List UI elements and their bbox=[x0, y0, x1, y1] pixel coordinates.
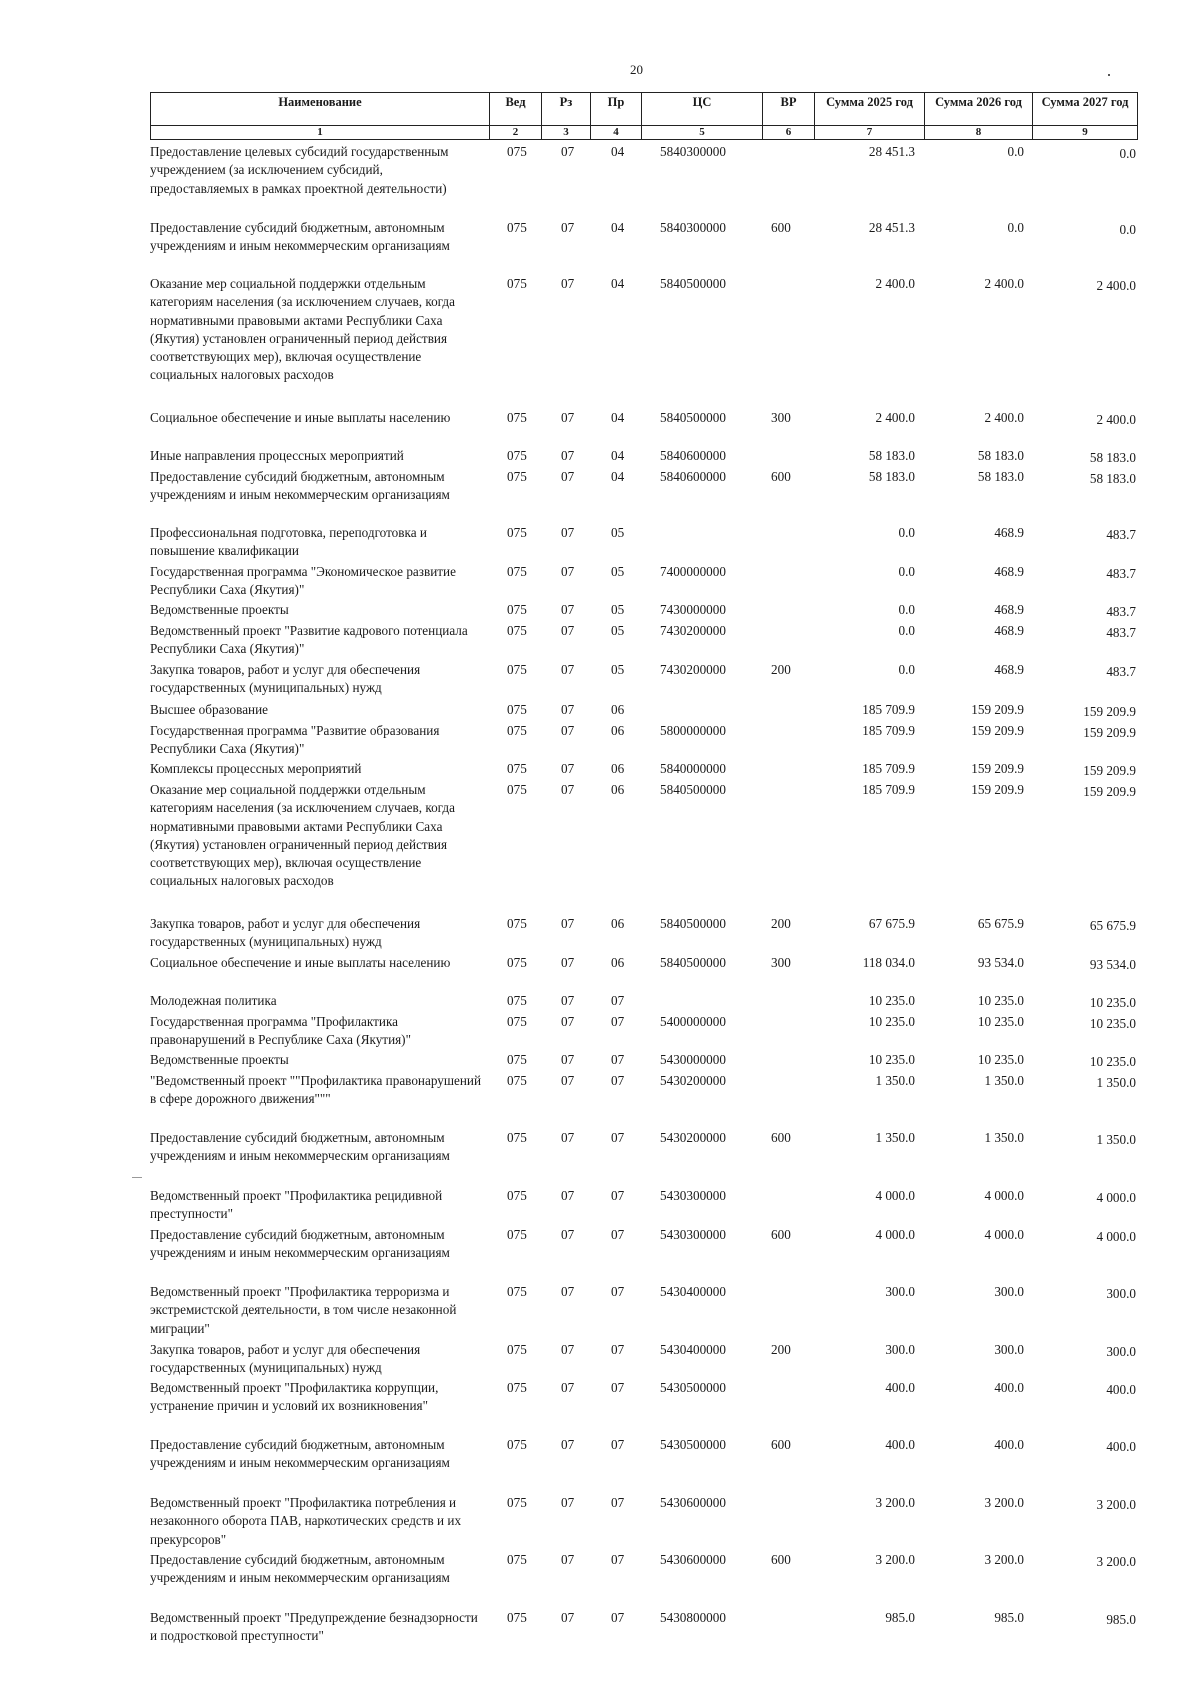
row-rz: 07 bbox=[561, 1610, 575, 1625]
row-rz: 07 bbox=[561, 144, 575, 159]
row-rz: 07 bbox=[561, 1052, 575, 1067]
row-sum-2025: 58 183.0 bbox=[868, 469, 915, 484]
row-sum-2027: 3 200.0 bbox=[1096, 1554, 1136, 1569]
row-pr: 07 bbox=[611, 1342, 625, 1357]
row-vr: 600 bbox=[771, 1437, 791, 1452]
row-pr: 04 bbox=[611, 220, 625, 235]
row-sum-2027: 1 350.0 bbox=[1096, 1132, 1136, 1147]
row-sum-2025: 185 709.9 bbox=[862, 702, 915, 717]
row-pr: 06 bbox=[611, 761, 625, 776]
row-name: Предоставление субсидий бюджетным, автономным учреждениям и иным некоммерческим организациям bbox=[150, 469, 450, 503]
row-ved: 075 bbox=[507, 916, 527, 931]
row-name: Профессиональная подготовка, переподготовка и повышение квалификации bbox=[150, 525, 427, 559]
row-name: Предоставление целевых субсидий государственным учреждением (за исключением субсидий, предоставляемых в рамках проектной деятельности) bbox=[150, 144, 449, 196]
row-rz: 07 bbox=[561, 702, 575, 717]
row-sum-2027: 159 209.9 bbox=[1083, 725, 1136, 740]
row-rz: 07 bbox=[561, 410, 575, 425]
row-sum-2027: 483.7 bbox=[1106, 664, 1136, 679]
row-sum-2026: 3 200.0 bbox=[984, 1552, 1024, 1567]
row-name: Социальное обеспечение и иные выплаты населению bbox=[150, 955, 451, 970]
row-ved: 075 bbox=[507, 1130, 527, 1145]
row-ved: 075 bbox=[507, 761, 527, 776]
row-rz: 07 bbox=[561, 1495, 575, 1510]
row-sum-2025: 185 709.9 bbox=[862, 782, 915, 797]
row-cs: 5430400000 bbox=[660, 1284, 726, 1299]
column-header-name: Наименование bbox=[150, 93, 489, 125]
row-sum-2027: 10 235.0 bbox=[1089, 1054, 1136, 1069]
row-cs: 5840500000 bbox=[660, 782, 726, 797]
row-sum-2025: 0.0 bbox=[898, 623, 915, 638]
row-name: Комплексы процессных мероприятий bbox=[150, 761, 362, 776]
row-sum-2025: 1 350.0 bbox=[875, 1130, 915, 1145]
row-sum-2025: 0.0 bbox=[898, 525, 915, 540]
row-rz: 07 bbox=[561, 1014, 575, 1029]
row-sum-2025: 2 400.0 bbox=[875, 410, 915, 425]
row-name: Закупка товаров, работ и услуг для обеспечения государственных (муниципальных) нужд bbox=[150, 1342, 421, 1376]
row-rz: 07 bbox=[561, 220, 575, 235]
row-sum-2025: 2 400.0 bbox=[875, 276, 915, 291]
column-header-cs: ЦС bbox=[641, 93, 762, 125]
row-cs: 5430500000 bbox=[660, 1380, 726, 1395]
row-sum-2026: 58 183.0 bbox=[977, 469, 1024, 484]
row-cs: 5430800000 bbox=[660, 1610, 726, 1625]
row-pr: 07 bbox=[611, 1130, 625, 1145]
row-sum-2025: 28 451.3 bbox=[868, 144, 915, 159]
row-rz: 07 bbox=[561, 761, 575, 776]
row-sum-2026: 468.9 bbox=[994, 525, 1024, 540]
row-name: Ведомственный проект "Профилактика коррупции, устранение причин и условий их возникновения" bbox=[150, 1380, 439, 1414]
row-name: Ведомственные проекты bbox=[150, 1052, 289, 1067]
row-ved: 075 bbox=[507, 782, 527, 797]
page-number: 20 bbox=[630, 62, 643, 77]
row-sum-2027: 400.0 bbox=[1106, 1439, 1136, 1454]
row-pr: 06 bbox=[611, 723, 625, 738]
row-rz: 07 bbox=[561, 662, 575, 677]
row-ved: 075 bbox=[507, 1014, 527, 1029]
row-name: Оказание мер социальной поддержки отдельным категориям населения (за исключением случаев, когда нормативными правовыми актами Республики Саха (Якутия) установлен ограниченный период действия соответствующих мер), включая осуществление социальных налоговых расходов bbox=[150, 276, 455, 383]
row-ved: 075 bbox=[507, 1380, 527, 1395]
row-sum-2025: 400.0 bbox=[885, 1380, 915, 1395]
row-vr: 200 bbox=[771, 662, 791, 677]
row-sum-2027: 159 209.9 bbox=[1083, 763, 1136, 778]
row-ved: 075 bbox=[507, 623, 527, 638]
column-number: 8 bbox=[924, 126, 1032, 139]
column-number: 2 bbox=[489, 126, 541, 139]
row-sum-2025: 58 183.0 bbox=[868, 448, 915, 463]
row-sum-2027: 65 675.9 bbox=[1089, 918, 1136, 933]
row-cs: 5430200000 bbox=[660, 1073, 726, 1088]
row-sum-2025: 985.0 bbox=[885, 1610, 915, 1625]
row-sum-2027: 2 400.0 bbox=[1096, 412, 1136, 427]
row-sum-2026: 4 000.0 bbox=[984, 1188, 1024, 1203]
row-sum-2027: 300.0 bbox=[1106, 1286, 1136, 1301]
row-rz: 07 bbox=[561, 525, 575, 540]
row-sum-2025: 185 709.9 bbox=[862, 723, 915, 738]
row-ved: 075 bbox=[507, 469, 527, 484]
row-sum-2025: 10 235.0 bbox=[868, 1052, 915, 1067]
row-ved: 075 bbox=[507, 955, 527, 970]
row-name: Предоставление субсидий бюджетным, автономным учреждениям и иным некоммерческим организациям bbox=[150, 1437, 450, 1471]
row-rz: 07 bbox=[561, 1073, 575, 1088]
row-rz: 07 bbox=[561, 1284, 575, 1299]
row-ved: 075 bbox=[507, 410, 527, 425]
row-ved: 075 bbox=[507, 564, 527, 579]
row-sum-2027: 300.0 bbox=[1106, 1344, 1136, 1359]
row-ved: 075 bbox=[507, 993, 527, 1008]
row-pr: 05 bbox=[611, 602, 625, 617]
column-header-ved: Вед bbox=[489, 93, 541, 125]
row-sum-2027: 159 209.9 bbox=[1083, 784, 1136, 799]
row-sum-2025: 0.0 bbox=[898, 662, 915, 677]
row-cs: 5430300000 bbox=[660, 1188, 726, 1203]
row-sum-2026: 159 209.9 bbox=[971, 782, 1024, 797]
row-pr: 06 bbox=[611, 955, 625, 970]
row-sum-2027: 483.7 bbox=[1106, 566, 1136, 581]
row-ved: 075 bbox=[507, 448, 527, 463]
row-name: Ведомственные проекты bbox=[150, 602, 289, 617]
row-vr: 600 bbox=[771, 1130, 791, 1145]
row-sum-2025: 300.0 bbox=[885, 1284, 915, 1299]
row-cs: 5840500000 bbox=[660, 916, 726, 931]
row-vr: 600 bbox=[771, 1552, 791, 1567]
row-cs: 7430200000 bbox=[660, 623, 726, 638]
row-pr: 07 bbox=[611, 1227, 625, 1242]
row-pr: 07 bbox=[611, 1437, 625, 1452]
row-name: Государственная программа "Развитие образования Республики Саха (Якутия)" bbox=[150, 723, 440, 757]
row-rz: 07 bbox=[561, 1552, 575, 1567]
row-cs: 7400000000 bbox=[660, 564, 726, 579]
column-number: 5 bbox=[641, 126, 762, 139]
row-ved: 075 bbox=[507, 1227, 527, 1242]
row-sum-2025: 1 350.0 bbox=[875, 1073, 915, 1088]
row-sum-2027: 4 000.0 bbox=[1096, 1229, 1136, 1244]
row-vr: 300 bbox=[771, 410, 791, 425]
row-sum-2027: 58 183.0 bbox=[1089, 471, 1136, 486]
row-cs: 5840500000 bbox=[660, 410, 726, 425]
row-name: Государственная программа "Профилактика правонарушений в Республике Саха (Якутия)" bbox=[150, 1014, 411, 1048]
row-vr: 300 bbox=[771, 955, 791, 970]
row-sum-2026: 0.0 bbox=[1007, 144, 1024, 159]
row-name: Ведомственный проект "Профилактика потребления и незаконного оборота ПАВ, наркотических средств и их прекурсоров" bbox=[150, 1495, 462, 1547]
row-cs: 7430200000 bbox=[660, 662, 726, 677]
row-rz: 07 bbox=[561, 1188, 575, 1203]
row-ved: 075 bbox=[507, 1495, 527, 1510]
row-pr: 07 bbox=[611, 1552, 625, 1567]
row-sum-2026: 400.0 bbox=[994, 1380, 1024, 1395]
row-sum-2026: 1 350.0 bbox=[984, 1130, 1024, 1145]
row-vr: 600 bbox=[771, 1227, 791, 1242]
row-sum-2027: 483.7 bbox=[1106, 625, 1136, 640]
row-ved: 075 bbox=[507, 1073, 527, 1088]
row-sum-2026: 300.0 bbox=[994, 1284, 1024, 1299]
row-pr: 04 bbox=[611, 276, 625, 291]
row-pr: 06 bbox=[611, 782, 625, 797]
row-name: Ведомственный проект "Профилактика рецидивной преступности" bbox=[150, 1188, 443, 1222]
row-pr: 05 bbox=[611, 623, 625, 638]
row-sum-2027: 58 183.0 bbox=[1089, 450, 1136, 465]
row-rz: 07 bbox=[561, 448, 575, 463]
row-pr: 05 bbox=[611, 525, 625, 540]
row-ved: 075 bbox=[507, 602, 527, 617]
row-pr: 07 bbox=[611, 1610, 625, 1625]
row-sum-2026: 468.9 bbox=[994, 564, 1024, 579]
row-cs: 5800000000 bbox=[660, 723, 726, 738]
row-sum-2025: 4 000.0 bbox=[875, 1188, 915, 1203]
row-sum-2026: 10 235.0 bbox=[977, 1014, 1024, 1029]
row-name: Ведомственный проект "Профилактика терроризма и экстремистской деятельности, в том числе незаконной миграции" bbox=[150, 1284, 457, 1336]
row-ved: 075 bbox=[507, 1284, 527, 1299]
row-rz: 07 bbox=[561, 723, 575, 738]
row-ved: 075 bbox=[507, 662, 527, 677]
row-pr: 05 bbox=[611, 564, 625, 579]
row-ved: 075 bbox=[507, 1552, 527, 1567]
column-number: 7 bbox=[814, 126, 924, 139]
row-ved: 075 bbox=[507, 1437, 527, 1452]
row-vr: 200 bbox=[771, 916, 791, 931]
row-rz: 07 bbox=[561, 1227, 575, 1242]
row-cs: 5840500000 bbox=[660, 276, 726, 291]
row-cs: 7430000000 bbox=[660, 602, 726, 617]
row-pr: 07 bbox=[611, 1188, 625, 1203]
row-sum-2026: 159 209.9 bbox=[971, 723, 1024, 738]
row-name: Иные направления процессных мероприятий bbox=[150, 448, 404, 463]
row-sum-2026: 468.9 bbox=[994, 602, 1024, 617]
row-rz: 07 bbox=[561, 955, 575, 970]
row-cs: 5840000000 bbox=[660, 761, 726, 776]
row-pr: 07 bbox=[611, 1052, 625, 1067]
row-name: Предоставление субсидий бюджетным, автономным учреждениям и иным некоммерческим организациям bbox=[150, 220, 450, 254]
row-pr: 04 bbox=[611, 410, 625, 425]
row-sum-2027: 10 235.0 bbox=[1089, 1016, 1136, 1031]
row-sum-2025: 10 235.0 bbox=[868, 993, 915, 1008]
row-cs: 5430000000 bbox=[660, 1052, 726, 1067]
row-sum-2027: 3 200.0 bbox=[1096, 1497, 1136, 1512]
row-sum-2026: 4 000.0 bbox=[984, 1227, 1024, 1242]
row-ved: 075 bbox=[507, 1188, 527, 1203]
row-sum-2027: 93 534.0 bbox=[1089, 957, 1136, 972]
row-sum-2027: 10 235.0 bbox=[1089, 995, 1136, 1010]
row-sum-2025: 400.0 bbox=[885, 1437, 915, 1452]
row-name: Ведомственный проект "Развитие кадрового потенциала Республики Саха (Якутия)" bbox=[150, 623, 468, 657]
row-ved: 075 bbox=[507, 723, 527, 738]
row-rz: 07 bbox=[561, 602, 575, 617]
row-sum-2025: 0.0 bbox=[898, 602, 915, 617]
row-sum-2027: 400.0 bbox=[1106, 1382, 1136, 1397]
row-name: Молодежная политика bbox=[150, 993, 277, 1008]
row-rz: 07 bbox=[561, 1380, 575, 1395]
row-pr: 04 bbox=[611, 469, 625, 484]
row-vr: 600 bbox=[771, 220, 791, 235]
row-ved: 075 bbox=[507, 1610, 527, 1625]
column-number: 3 bbox=[541, 126, 590, 139]
row-sum-2026: 2 400.0 bbox=[984, 276, 1024, 291]
row-sum-2027: 483.7 bbox=[1106, 604, 1136, 619]
row-cs: 5430300000 bbox=[660, 1227, 726, 1242]
row-sum-2026: 1 350.0 bbox=[984, 1073, 1024, 1088]
row-name: Предоставление субсидий бюджетным, автономным учреждениям и иным некоммерческим организациям bbox=[150, 1552, 450, 1586]
row-pr: 07 bbox=[611, 993, 625, 1008]
row-name: Высшее образование bbox=[150, 702, 269, 717]
column-header-sum-2026: Сумма 2026 год bbox=[924, 93, 1032, 125]
row-cs: 5840500000 bbox=[660, 955, 726, 970]
row-sum-2026: 300.0 bbox=[994, 1342, 1024, 1357]
row-sum-2026: 65 675.9 bbox=[977, 916, 1024, 931]
row-pr: 06 bbox=[611, 702, 625, 717]
row-ved: 075 bbox=[507, 144, 527, 159]
row-pr: 04 bbox=[611, 144, 625, 159]
row-sum-2025: 118 034.0 bbox=[862, 955, 915, 970]
row-sum-2027: 2 400.0 bbox=[1096, 278, 1136, 293]
row-sum-2027: 159 209.9 bbox=[1083, 704, 1136, 719]
row-rz: 07 bbox=[561, 623, 575, 638]
row-name: Закупка товаров, работ и услуг для обеспечения государственных (муниципальных) нужд bbox=[150, 662, 421, 696]
row-ved: 075 bbox=[507, 276, 527, 291]
row-vr: 600 bbox=[771, 469, 791, 484]
row-pr: 04 bbox=[611, 448, 625, 463]
row-sum-2027: 483.7 bbox=[1106, 527, 1136, 542]
row-pr: 07 bbox=[611, 1495, 625, 1510]
row-rz: 07 bbox=[561, 469, 575, 484]
row-sum-2026: 468.9 bbox=[994, 662, 1024, 677]
row-name: Государственная программа "Экономическое развитие Республики Саха (Якутия)" bbox=[150, 564, 456, 598]
row-sum-2026: 468.9 bbox=[994, 623, 1024, 638]
row-sum-2026: 93 534.0 bbox=[977, 955, 1024, 970]
row-vr: 200 bbox=[771, 1342, 791, 1357]
row-rz: 07 bbox=[561, 782, 575, 797]
column-header-pr: Пр bbox=[590, 93, 641, 125]
row-sum-2026: 2 400.0 bbox=[984, 410, 1024, 425]
row-name: "Ведомственный проект ""Профилактика правонарушений в сфере дорожного движения""" bbox=[150, 1073, 482, 1107]
row-sum-2026: 159 209.9 bbox=[971, 761, 1024, 776]
row-ved: 075 bbox=[507, 702, 527, 717]
row-sum-2026: 10 235.0 bbox=[977, 993, 1024, 1008]
row-sum-2025: 300.0 bbox=[885, 1342, 915, 1357]
row-rz: 07 bbox=[561, 276, 575, 291]
row-sum-2026: 400.0 bbox=[994, 1437, 1024, 1452]
row-cs: 5430600000 bbox=[660, 1495, 726, 1510]
row-sum-2026: 10 235.0 bbox=[977, 1052, 1024, 1067]
column-number: 6 bbox=[762, 126, 814, 139]
row-sum-2025: 185 709.9 bbox=[862, 761, 915, 776]
row-sum-2025: 4 000.0 bbox=[875, 1227, 915, 1242]
row-sum-2026: 3 200.0 bbox=[984, 1495, 1024, 1510]
row-sum-2025: 67 675.9 bbox=[868, 916, 915, 931]
row-sum-2027: 0.0 bbox=[1119, 222, 1136, 237]
row-sum-2027: 985.0 bbox=[1106, 1612, 1136, 1627]
row-pr: 05 bbox=[611, 662, 625, 677]
row-rz: 07 bbox=[561, 916, 575, 931]
row-name: Предоставление субсидий бюджетным, автономным учреждениям и иным некоммерческим организациям bbox=[150, 1130, 450, 1164]
row-sum-2025: 0.0 bbox=[898, 564, 915, 579]
row-name: Социальное обеспечение и иные выплаты населению bbox=[150, 410, 451, 425]
row-ved: 075 bbox=[507, 1342, 527, 1357]
row-name: Оказание мер социальной поддержки отдельным категориям населения (за исключением случаев, когда нормативными правовыми актами Республики Саха (Якутия) установлен ограниченный период действия соответствующих мер), включая осуществление социальных налоговых расходов bbox=[150, 782, 455, 889]
row-rz: 07 bbox=[561, 993, 575, 1008]
row-pr: 07 bbox=[611, 1073, 625, 1088]
row-ved: 075 bbox=[507, 220, 527, 235]
row-cs: 5840600000 bbox=[660, 469, 726, 484]
row-cs: 5840300000 bbox=[660, 144, 726, 159]
row-cs: 5400000000 bbox=[660, 1014, 726, 1029]
column-number: 9 bbox=[1032, 126, 1138, 139]
row-sum-2027: 4 000.0 bbox=[1096, 1190, 1136, 1205]
column-header-rz: Рз bbox=[541, 93, 590, 125]
row-pr: 07 bbox=[611, 1014, 625, 1029]
column-number: 4 bbox=[590, 126, 641, 139]
column-header-sum-2027: Сумма 2027 год bbox=[1032, 93, 1138, 125]
row-sum-2026: 0.0 bbox=[1007, 220, 1024, 235]
row-rz: 07 bbox=[561, 1437, 575, 1452]
row-sum-2026: 159 209.9 bbox=[971, 702, 1024, 717]
row-pr: 07 bbox=[611, 1380, 625, 1395]
row-ved: 075 bbox=[507, 525, 527, 540]
column-header-sum-2025: Сумма 2025 год bbox=[814, 93, 924, 125]
row-sum-2025: 3 200.0 bbox=[875, 1495, 915, 1510]
row-pr: 07 bbox=[611, 1284, 625, 1299]
row-sum-2027: 1 350.0 bbox=[1096, 1075, 1136, 1090]
row-pr: 06 bbox=[611, 916, 625, 931]
row-sum-2027: 0.0 bbox=[1119, 146, 1136, 161]
row-cs: 5840600000 bbox=[660, 448, 726, 463]
row-ved: 075 bbox=[507, 1052, 527, 1067]
row-cs: 5430500000 bbox=[660, 1437, 726, 1452]
row-name: Закупка товаров, работ и услуг для обеспечения государственных (муниципальных) нужд bbox=[150, 916, 421, 950]
row-rz: 07 bbox=[561, 564, 575, 579]
row-name: Предоставление субсидий бюджетным, автономным учреждениям и иным некоммерческим организациям bbox=[150, 1227, 450, 1261]
row-sum-2025: 3 200.0 bbox=[875, 1552, 915, 1567]
row-cs: 5430200000 bbox=[660, 1130, 726, 1145]
row-cs: 5430400000 bbox=[660, 1342, 726, 1357]
row-sum-2025: 28 451.3 bbox=[868, 220, 915, 235]
row-name: Ведомственный проект "Предупреждение безнадзорности и подростковой преступности" bbox=[150, 1610, 478, 1644]
row-rz: 07 bbox=[561, 1130, 575, 1145]
row-sum-2026: 58 183.0 bbox=[977, 448, 1024, 463]
row-rz: 07 bbox=[561, 1342, 575, 1357]
column-number: 1 bbox=[150, 126, 489, 139]
row-cs: 5840300000 bbox=[660, 220, 726, 235]
row-cs: 5430600000 bbox=[660, 1552, 726, 1567]
column-header-vr: ВР bbox=[762, 93, 814, 125]
row-sum-2026: 985.0 bbox=[994, 1610, 1024, 1625]
row-sum-2025: 10 235.0 bbox=[868, 1014, 915, 1029]
